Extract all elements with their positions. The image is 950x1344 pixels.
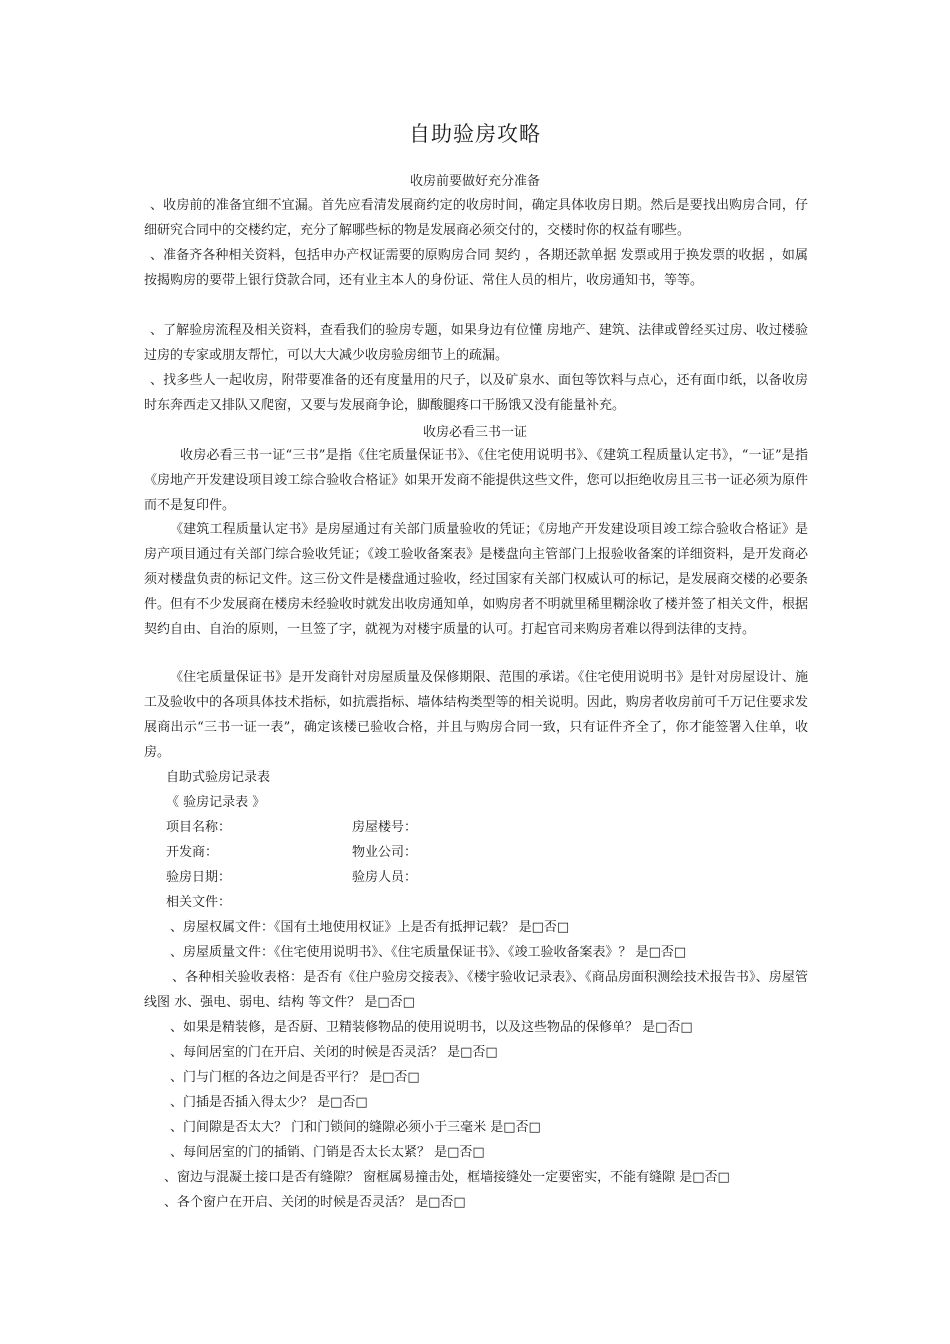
books-paragraph-2: 《建筑工程质量认定书》是房屋通过有关部门质量验收的凭证；《房地产开发建设项目竣工综合验收合格证》是房产项目通过有关部门综合验收凭证；《竣工验收备案表》是楼盘向主管部门上报验收备案的详细资料，是开发商必须对楼盘负责的标记文件。这三份文件是楼盘通过验收，经过国家有关部门权威认可的标记，是发展商交楼的必要条件。但有不少发展商在楼房未经验收时就发出收房通知单，如购房者不明就里稀里糊涂收了楼并签了相关文件，根据契约自由、自治的原则，一旦签了字，就视为对楼宇质量的认可。打起官司来购房者难以得到法律的支持。 <box>144 522 808 637</box>
check-item-quality-docs: 、房屋质量文件：《住宅使用说明书》、《住宅质量保证书》、《竣工验收备案表》？ 是□否□ <box>170 945 687 960</box>
books-paragraph-3: 《住宅质量保证书》是开发商针对房屋质量及保修期限、范围的承诺。《住宅使用说明书》是针对房屋设计、施工及验收中的各项具体技术指标，如抗震指标、墙体结构类型等的相关说明。因此，购房者收房前可千万记住要求发展商出示“三书一证一表”，确定该楼已验收合格，并且与购房合同一致，只有证件齐全了，你才能签署入住单，收房。 <box>144 670 808 760</box>
field-inspector: 验房人员： <box>352 870 418 885</box>
check-item-ownership: 、房屋权属文件：《国有土地使用权证》上是否有抵押记载？ 是□否□ <box>170 920 570 935</box>
check-item-door-latch: 、门插是否插入得太少？ 是□否□ <box>170 1095 368 1110</box>
section-title-preparation: 收房前要做好充分准备 <box>409 174 540 189</box>
field-building-number: 房屋楼号： <box>352 820 418 835</box>
check-item-door-bolt: 、每间居室的门的插销、门销是否太长太紧？ 是□否□ <box>170 1145 485 1160</box>
prep-paragraph-3: 、了解验房流程及相关资料，查看我们的验房专题，如果身边有位懂 房地产、建筑、法律或曾经买过房、收过楼验过房的专家或朋友帮忙，可以大大减少收房验房细节上的疏漏。 <box>144 323 808 363</box>
prep-paragraph-1: 、收房前的准备宜细不宜漏。首先应看清发展商约定的收房时间，确定具体收房日期。然后是要找出购房合同，仔细研究合同中的交楼约定，充分了解哪些标的物是发展商必须交付的，交楼时你的权益有哪些。 <box>144 198 808 238</box>
books-paragraph-1: 收房必看三书一证“三书”是指《住宅质量保证书》、《住宅使用说明书》、《建筑工程质量认定书》，“一证”是指《房地产开发建设项目竣工综合验收合格证》如果开发商不能提供这些文件，您可以拒绝收房且三书一证必须为原件而不是复印件。 <box>144 448 808 513</box>
check-item-acceptance-forms: 、各种相关验收表格：是否有《住户验房交接表》、《楼宇验收记录表》、《商品房面积测绘技术报告书》、房屋管线图 水、强电、弱电、结构 等文件？ 是□否□ <box>144 970 808 1010</box>
field-developer: 开发商： <box>166 845 219 860</box>
field-project-name: 项目名称： <box>166 820 232 835</box>
field-inspection-date: 验房日期： <box>166 870 232 885</box>
section-title-documents: 收房必看三书一证 <box>422 425 527 440</box>
record-table-title: 自助式验房记录表 <box>166 770 271 785</box>
check-item-door-frame-parallel: 、门与门框的各边之间是否平行？ 是□否□ <box>170 1070 420 1085</box>
related-documents-label: 相关文件： <box>166 895 232 910</box>
prep-paragraph-4: 、找多些人一起收房，附带要准备的还有度量用的尺子，以及矿泉水、面包等饮料与点心，还有面巾纸，以备收房时东奔西走又排队又爬窗，又要与发展商争论，脚酸腿疼口干肠饿又没有能量补充。 <box>144 373 808 413</box>
check-item-window-open-close: 、各个窗户在开启、关闭的时候是否灵活？ 是□否□ <box>164 1195 466 1210</box>
page-title: 自助验房攻略 <box>409 122 541 146</box>
record-table-subtitle: 《 验房记录表 》 <box>166 795 266 810</box>
check-item-window-seam: 、窗边与混凝土接口是否有缝隙？ 窗框属易撞击处，框墙接缝处一定要密实，不能有缝隙 是□否□ <box>164 1170 730 1185</box>
check-item-door-gap: 、门间隙是否太大？ 门和门锁间的缝隙必须小于三毫米 是□否□ <box>170 1120 541 1135</box>
check-item-fine-decoration: 、如果是精装修，是否厨、卫精装修物品的使用说明书，以及这些物品的保修单？ 是□否□ <box>170 1020 693 1035</box>
field-property-company: 物业公司： <box>352 845 418 860</box>
check-item-door-open-close: 、每间居室的门在开启、关闭的时候是否灵活？ 是□否□ <box>170 1045 498 1060</box>
prep-paragraph-2: 、准备齐各种相关资料，包括申办产权证需要的原购房合同 契约 ，各期还款单据 发票或用于换发票的收据 ，如属按揭购房的要带上银行贷款合同，还有业主本人的身份证、常住人员的相片，收房通知书，等等。 <box>144 248 808 288</box>
